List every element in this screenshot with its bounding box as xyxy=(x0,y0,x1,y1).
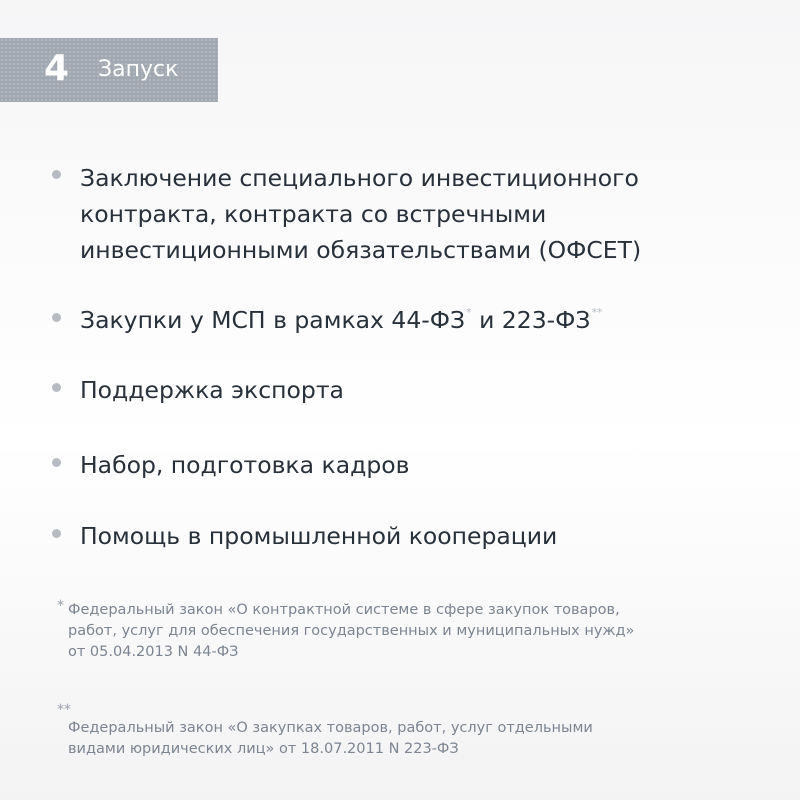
footnote-line: Федеральный закон «О контрактной системе в сфере закупок товаров, xyxy=(68,602,620,618)
bullet-dot xyxy=(52,529,61,538)
list-item-text-part: и 223-ФЗ xyxy=(471,306,591,334)
step-number: 4 xyxy=(44,48,70,89)
footnote-line: видами юридических лиц» от 18.07.2011 N 223-ФЗ xyxy=(68,741,459,757)
footnote-line: от 05.04.2013 N 44-ФЗ xyxy=(68,644,239,660)
bullet-dot xyxy=(52,383,61,392)
bullet-dot xyxy=(52,458,61,467)
list-item-line: инвестиционными обязательствами (ОФСЕТ) xyxy=(80,236,642,264)
footnote-line: работ, услуг для обеспечения государственных и муниципальных нужд» xyxy=(68,623,635,639)
list-item-line: Заключение специального инвестиционного xyxy=(80,164,639,192)
list-item-line: контракта, контракта со встречными xyxy=(80,200,547,228)
footnote-line: Федеральный закон «О закупках товаров, работ, услуг отдельными xyxy=(68,720,593,736)
footnote-mark: ** xyxy=(57,702,71,718)
list-item-text xyxy=(80,302,602,343)
bullet-dot xyxy=(52,170,61,179)
footnote xyxy=(68,718,593,760)
footnote-reference: * xyxy=(466,306,472,319)
footnote xyxy=(68,600,634,663)
list-item-text: Помощь в промышленной кооперации xyxy=(80,522,558,550)
list-item-text: Набор, подготовка кадров xyxy=(80,451,410,479)
footnote-mark: * xyxy=(57,598,64,614)
footnote-reference: ** xyxy=(591,306,603,319)
bullet-dot xyxy=(52,313,61,322)
list-item-text-part: Закупки у МСП в рамках 44-ФЗ xyxy=(80,306,466,334)
list-item-text: Поддержка экспорта xyxy=(80,376,344,404)
section-title: Запуск xyxy=(98,57,179,82)
